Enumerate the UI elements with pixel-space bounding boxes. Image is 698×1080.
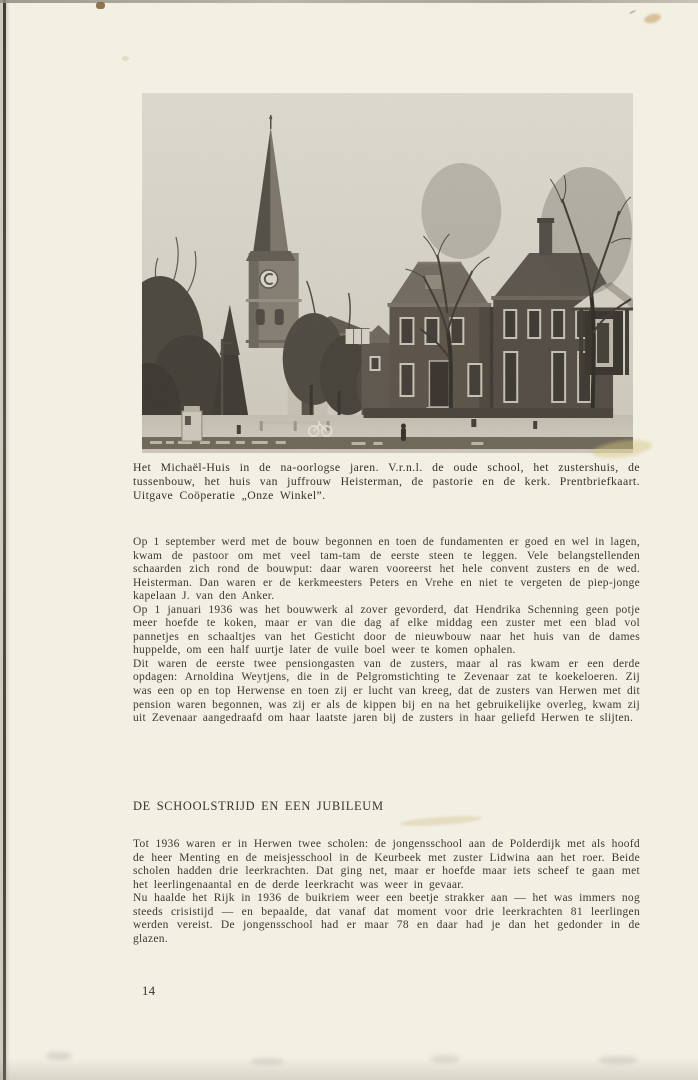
photo-caption: Het Michaël-Huis in de na-oorlogse jaren. V.r.n.l. de oude school, het zustershuis, de tussenbouw, het huis van juffrouw Heisterman, de pastorie en de kerk. Prentbriefkaart. Uitgave Coöperatie „Onze Winkel”. xyxy=(133,461,640,502)
photo-scene xyxy=(142,93,633,453)
body-text-lower xyxy=(133,838,640,946)
section-heading: DE SCHOOLSTRIJD EN EEN JUBILEUM xyxy=(133,799,384,813)
paragraph-2: Op 1 januari 1936 was het bouwwerk al zover gevorderd, dat Hendrika Schenning geen potje meer hoefde te koken, maar er van die dag af elke middag een zuster met een blad vol pannetjes en schaaltjes van het Gesticht door de nieuwbouw naar het huis van de dames huppelde, om een half uurtje later de vuile boel weer te komen ophalen. xyxy=(133,603,640,657)
stain xyxy=(96,2,105,9)
page-bottom-shadow xyxy=(0,1058,698,1080)
photograph xyxy=(142,93,633,453)
stain xyxy=(643,12,662,25)
page-edge-left-shadow xyxy=(6,0,10,1080)
page-number: 14 xyxy=(142,984,156,998)
smudge xyxy=(46,1052,72,1060)
paragraph-4: Tot 1936 waren er in Herwen twee scholen: de jongensschool aan de Polderdijk met als hoofd de heer Menting en de meisjesschool in de Keurbeek met zuster Lidwina aan het roer. Beide scholen hadden drie leerkrachten. Dat ging net, maar er hoefde maar iets scheef te gaan met het leerlingenaantal en de derde leerkracht was weer in gevaar. xyxy=(133,838,640,891)
smudge xyxy=(430,1055,460,1063)
paragraph-1: Op 1 september werd met de bouw begonnen en toen de fundamenten er goed en wel in lagen, kwam de pastoor om met veel tam-tam de eerste steen te leggen. Vele belangstellenden schaarden zich rond de bouwput: daar waren vooreerst het hele convent zusters en de wed. Heisterman. Dan waren er de kerkmeesters Peters en Vrehe en niet te vergeten de piep-jonge kapelaan J. van den Anker. xyxy=(133,536,640,603)
stain xyxy=(122,56,129,61)
paragraph-5: Nu haalde het Rijk in 1936 de buikriem weer een beetje strakker aan — het was immers nog steeds crisistijd — en bepaalde, dat vanaf dat moment voor drie leerkrachten 81 leerlingen werden vereist. De jongensschool had er maar 78 en daar had je dan het gedonder in de glazen. xyxy=(133,892,640,945)
paragraph-3: Dit waren de eerste twee pensiongasten van de zusters, maar al ras kwam er een derde opdagen: Arnoldina Weytjens, die in de Pelgromstichting te Zevenaar zat te koekeloeren. Zij was een op en top Herwense en toen zij er lucht van kreeg, dat de zusters van Herwen met dit pension waren begonnen, was zij er als de kippen bij en na het gebruikelijke overleg, kwam zij uit Zevenaar aangedraafd om haar laatste jaren bij de zusters in haar geliefd Herwen te slijten. xyxy=(133,657,640,725)
smudge xyxy=(598,1056,638,1064)
smudge xyxy=(250,1058,284,1065)
stain xyxy=(400,814,482,828)
photo-grain-overlay xyxy=(142,93,633,453)
stain xyxy=(629,10,636,15)
page-edge-top xyxy=(0,0,698,3)
body-text-upper xyxy=(133,536,640,726)
